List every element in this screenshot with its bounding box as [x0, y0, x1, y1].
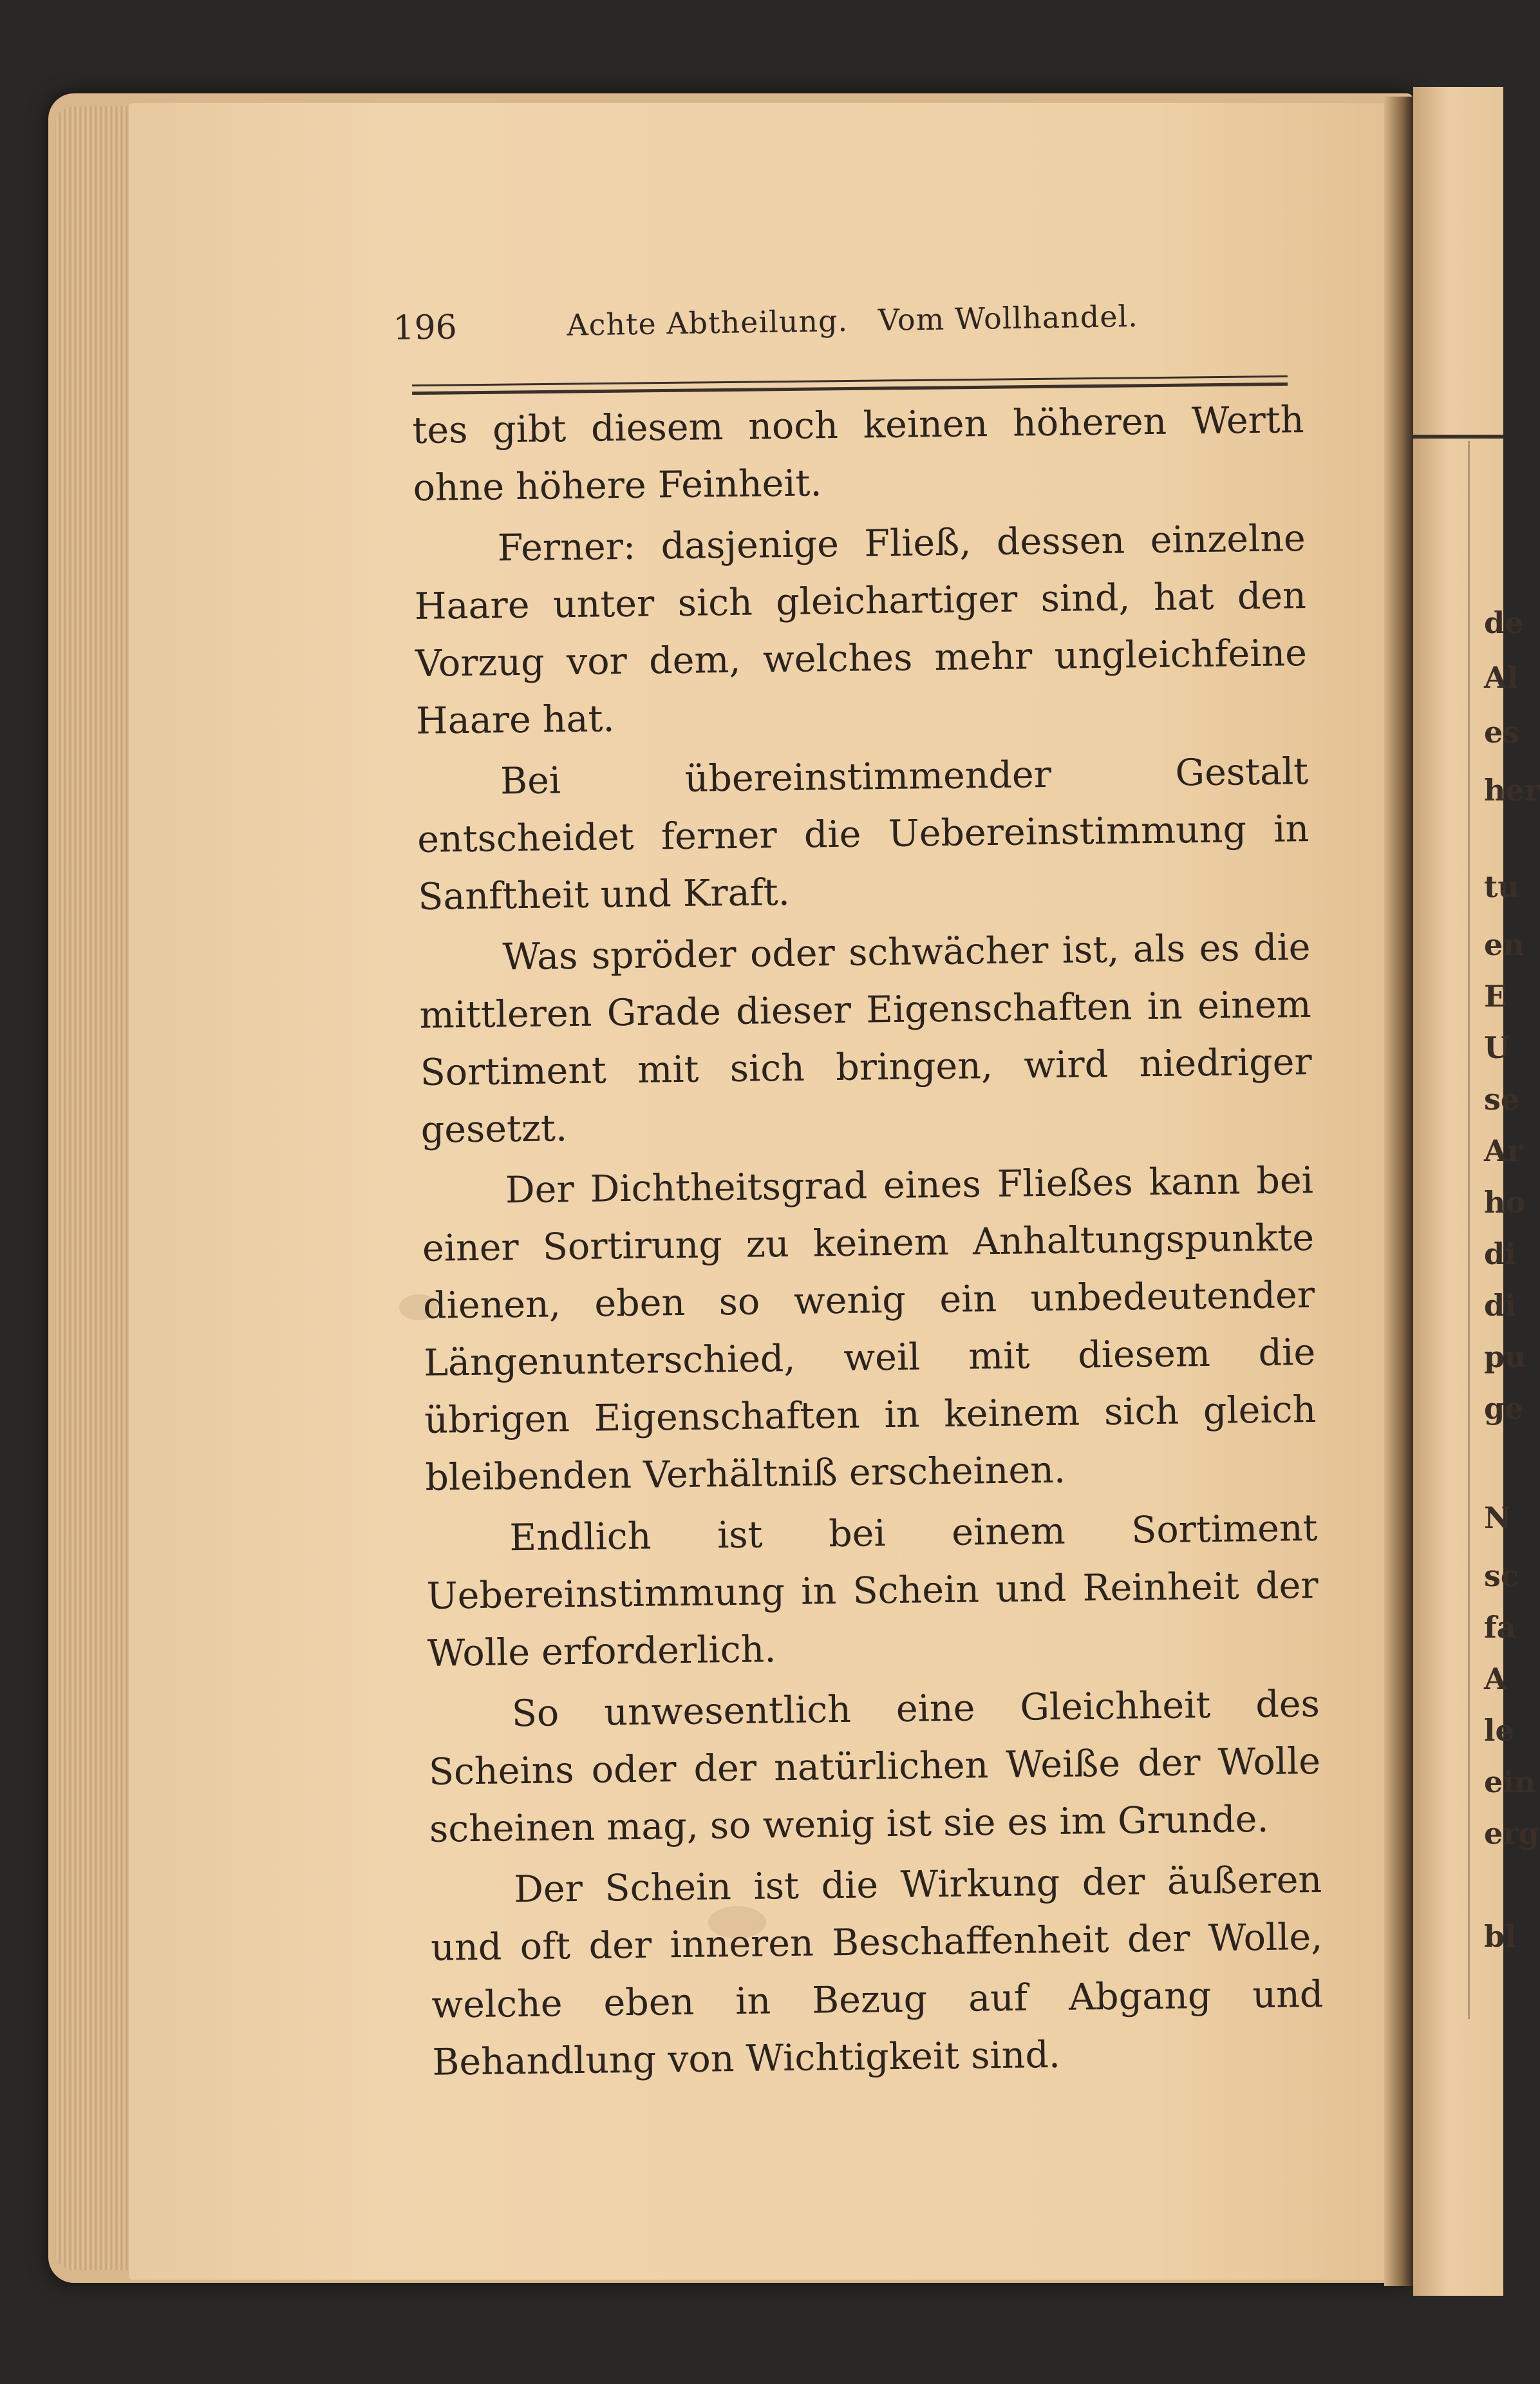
right-page-fragment: di — [1484, 1236, 1516, 1271]
right-page-fragment: N — [1484, 1500, 1512, 1535]
body-text — [412, 392, 1324, 2092]
paragraph: Der Schein ist die Wirkung der äußeren und oft der inneren Beschaffenheit der Wolle, welche eben in Bezug auf Abgang und Behandlung von Wichtigkeit sind. — [430, 1858, 1324, 2084]
right-page-fragment: A — [1484, 1661, 1507, 1696]
right-page-fragment: pu — [1484, 1339, 1526, 1374]
right-page-fragment: bl — [1484, 1919, 1516, 1954]
right-page-header-rule — [1413, 435, 1503, 439]
right-page-fragment: Ar — [1484, 1133, 1523, 1168]
paragraph: Ferner: dasjenige Fließ, dessen einzelne Haare unter sich gleichartiger sind, hat den Vorzug vor dem, welches mehr ungleichfeine Haare hat. — [414, 517, 1308, 743]
right-page-fragment: Al — [1484, 660, 1519, 695]
right-page-fragment: ein — [1484, 1764, 1536, 1799]
right-page-fragment: her — [1484, 773, 1540, 808]
right-page-fragment: U — [1484, 1030, 1510, 1065]
right-page-fragment: le — [1484, 1713, 1514, 1748]
right-page-fragment: tu — [1484, 869, 1519, 904]
paragraph: tes gibt diesem noch keinen höheren Werth ohne höhere Feinheit. — [412, 399, 1304, 509]
right-page-fragment: ge — [1484, 1391, 1524, 1426]
right-page-fragment: se — [1484, 1082, 1520, 1117]
running-title: Achte Abtheilung. Vom Wollhandel. — [566, 298, 1139, 343]
right-page-fragment: de — [1484, 605, 1524, 640]
right-page-margin-line — [1468, 441, 1470, 2019]
right-page-fragment: en — [1484, 927, 1525, 962]
right-page-fragment: E — [1484, 979, 1507, 1014]
paragraph: So unwesentlich eine Gleichheit des Scheins oder der natürlichen Weiße der Wolle scheinen mag, so wenig ist sie es im Grunde. — [428, 1682, 1321, 1851]
right-page-fragment: di — [1484, 1288, 1516, 1323]
book-gutter — [1384, 97, 1413, 2286]
right-page-fragment: ho — [1484, 1185, 1526, 1220]
right-page-fragment: sc — [1484, 1558, 1519, 1593]
right-page-fragment: es — [1484, 715, 1520, 750]
paragraph: Bei übereinstimmender Gestalt entscheidet ferner die Uebereinstimmung in Sanftheit und Kraft. — [417, 750, 1310, 918]
paragraph: Der Dichtheitsgrad eines Fließes kann bei einer Sortirung zu keinem Anhaltungspunkte dienen, eben so wenig ein unbedeutender Längenunterschied, weil mit diesem die übrigen Eigenschaften in keinem sich gleich bleibenden Verhältniß erscheinen. — [422, 1159, 1317, 1499]
paragraph: Was spröder oder schwächer ist, als es die mittleren Grade dieser Eigenschaften in einem Sortiment mit sich bringen, wird niedriger gesetzt. — [419, 926, 1313, 1151]
right-page-fragment: fa — [1484, 1610, 1516, 1645]
page-number: 196 — [393, 308, 458, 348]
right-page-fragment: erg — [1484, 1816, 1539, 1851]
paragraph: Endlich ist bei einem Sortiment Uebereinstimmung in Schein und Reinheit der Wolle erforderlich. — [426, 1506, 1319, 1675]
